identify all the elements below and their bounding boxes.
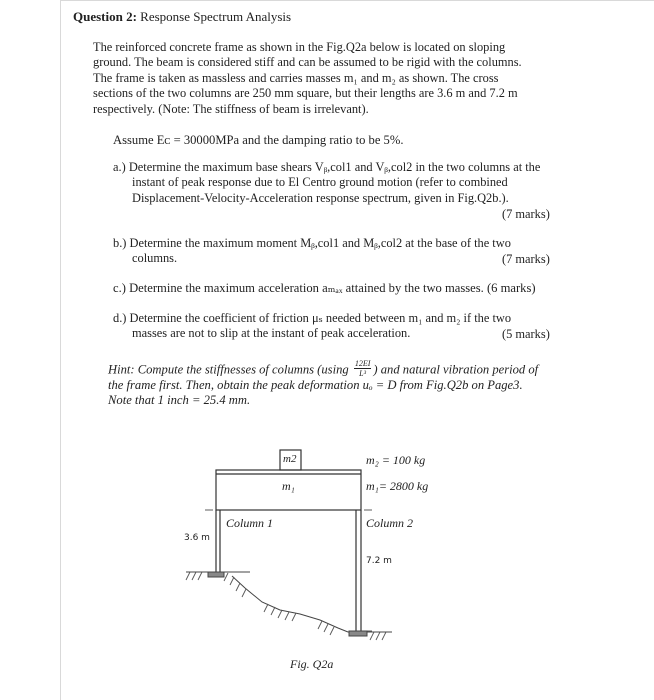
- hatch: [370, 632, 374, 640]
- question-b-line: columns.: [132, 251, 178, 266]
- footing-right: [349, 631, 367, 636]
- question-d-line: masses are not to slip at the instant of peak acceleration.: [132, 326, 411, 341]
- question-b-line: b.) Determine the maximum moment Mᵦ,col1 and Mᵦ,col2 at the base of the two: [113, 236, 511, 250]
- question-b-marks: (7 marks): [502, 252, 550, 266]
- hatch: [230, 577, 234, 585]
- hatch: [382, 632, 386, 640]
- question-c: c.) Determine the maximum acceleration aₘₐₓ attained by the two masses. (6 marks): [113, 281, 536, 295]
- hatch: [292, 613, 296, 621]
- hint-line-3: Note that 1 inch = 25.4 mm.: [108, 393, 251, 407]
- column-2-label: Column 2: [366, 516, 414, 530]
- hatch: [224, 573, 228, 581]
- hint-line-2: the frame first. Then, obtain the peak deformation uₒ = D from Fig.Q2b on Page3.: [108, 378, 523, 392]
- question-number: Question 2:: [73, 9, 137, 24]
- fraction-numerator: 12EI: [354, 359, 371, 368]
- hatch: [236, 583, 240, 591]
- figure-caption: Fig. Q2a: [290, 657, 334, 671]
- hatch: [192, 572, 196, 580]
- intro-line: ground. The beam is considered stiff and can be assumed to be rigid with the columns.: [93, 55, 522, 70]
- hatch: [330, 627, 334, 635]
- fraction-denominator: L³: [359, 369, 367, 378]
- intro-line: The reinforced concrete frame as shown in the Fig.Q2a below is located on sloping: [93, 40, 506, 54]
- column-1-length: 3.6 m: [184, 533, 210, 543]
- hint-text: ) and natural vibration period of: [373, 362, 539, 377]
- hatch: [285, 612, 289, 620]
- mass-m2-value: m₂ = 100 kg: [366, 453, 426, 467]
- question-a-line: instant of peak response due to El Centro ground motion (refer to combined: [132, 175, 508, 190]
- question-d-marks: (5 marks): [502, 327, 550, 341]
- footing-left: [208, 572, 224, 577]
- assumption-text: Assume Eᴄ = 30000MPa and the damping ratio to be 5%.: [113, 133, 404, 147]
- sloping-ground: [232, 576, 348, 632]
- hint-text: Hint: Compute the stiffnesses of columns (using: [108, 362, 349, 377]
- question-a-marks: (7 marks): [502, 207, 550, 221]
- question-a-line: a.) Determine the maximum base shears Vᵦ,col1 and Vᵦ,col2 in the two columns at the: [113, 160, 541, 174]
- hatch: [271, 607, 275, 615]
- intro-line: sections of the two columns are 250 mm square, but their lengths are 3.6 m and 7.2 m: [93, 86, 518, 101]
- question-a-line: Displacement-Velocity-Acceleration response spectrum, given in Fig.Q2b.).: [132, 190, 509, 205]
- hatch: [376, 632, 380, 640]
- hatch: [318, 621, 322, 629]
- intro-line: respectively. (Note: The stiffness of beam is irrelevant).: [93, 101, 369, 116]
- column-1-label: Column 1: [226, 516, 274, 530]
- hatch: [198, 572, 202, 580]
- question-title: Response Spectrum Analysis: [136, 9, 292, 24]
- hatch: [186, 572, 190, 580]
- mass-m2-box-label: m2: [283, 453, 297, 465]
- hatch: [324, 624, 328, 632]
- hatch: [278, 610, 282, 618]
- mass-m1-value: m₁= 2800 kg: [366, 479, 429, 493]
- intro-line: The frame is taken as massless and carries masses m₁ and m₂ as shown. The cross: [93, 70, 499, 85]
- mass-m1-box-label: m₁: [282, 479, 295, 493]
- hatch: [264, 604, 268, 612]
- column-2-length: 7.2 m: [366, 556, 392, 566]
- hatch: [242, 589, 246, 597]
- question-d-line: d.) Determine the coefficient of friction μₛ needed between m₁ and m₂ if the two: [113, 311, 512, 325]
